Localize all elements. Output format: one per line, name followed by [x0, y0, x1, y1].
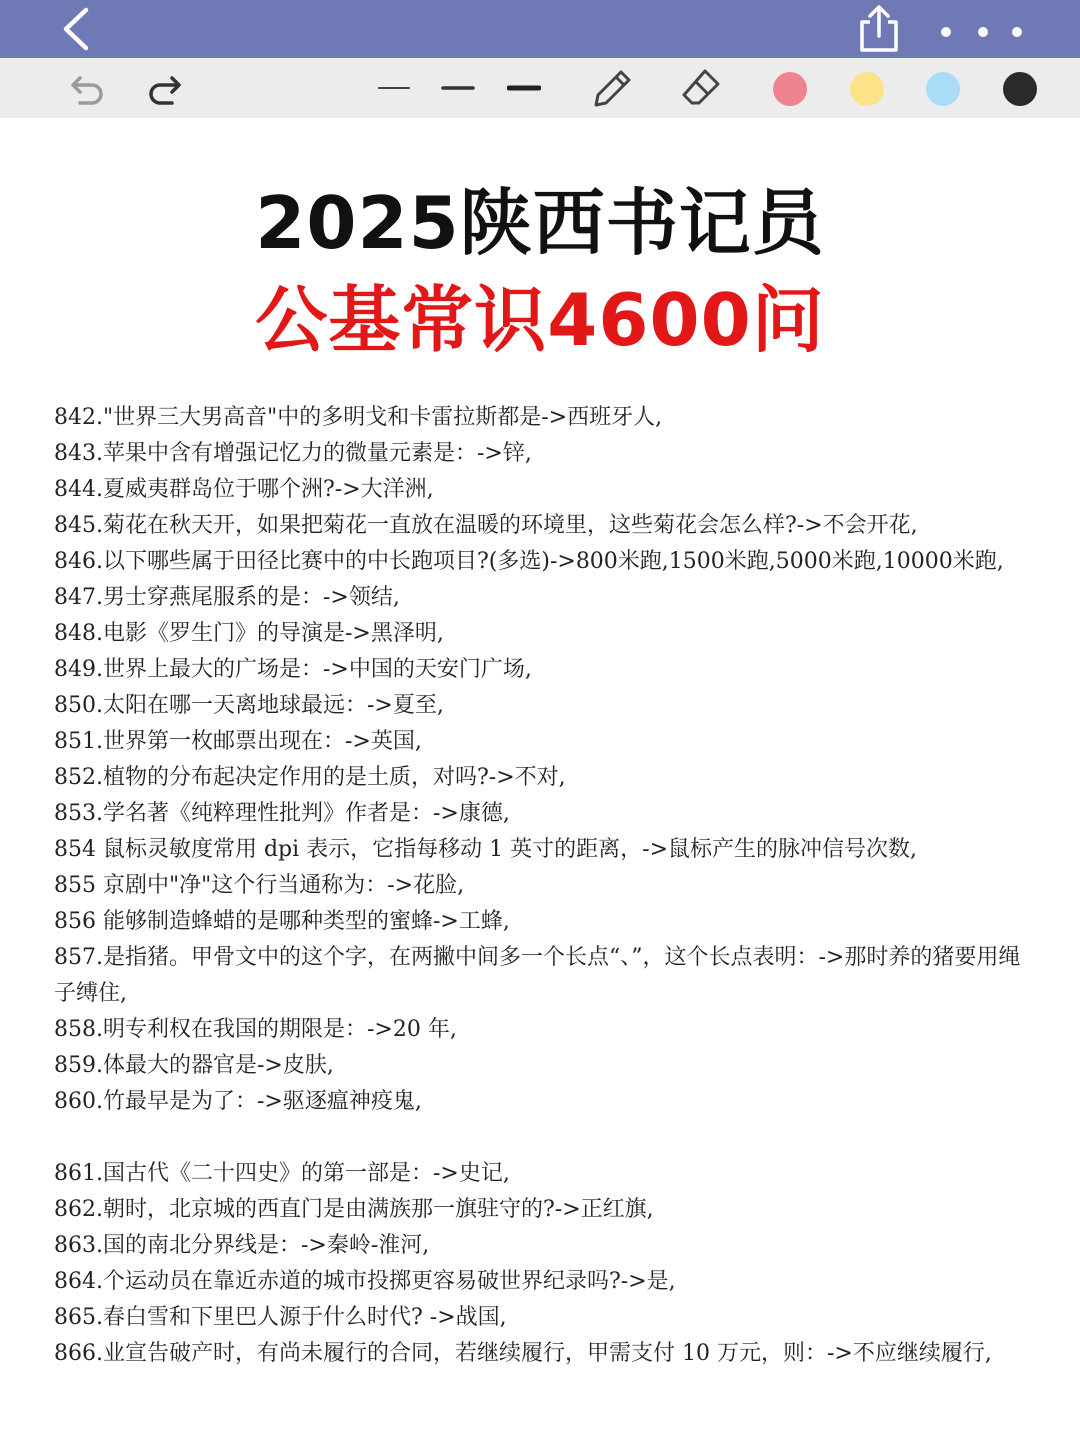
list-item: 861.国古代《二十四史》的第一部是：->史记, — [54, 1161, 510, 1186]
list-item: 849.世界上最大的广场是：->中国的天安门广场, — [54, 657, 532, 682]
list-item: 860.竹最早是为了：->驱逐瘟神疫鬼, — [54, 1089, 422, 1114]
back-button[interactable] — [56, 6, 100, 52]
list-item: 842."世界三大男高音"中的多明戈和卡雷拉斯都是->西班牙人, — [54, 405, 663, 430]
document-title: 2025陕西书记员 — [255, 181, 825, 265]
thin-line-button[interactable] — [374, 58, 414, 118]
list-item: 846.以下哪些属于田径比赛中的中长跑项目?(多选)->800米跑,1500米跑,5000米跑,10000米跑, — [54, 549, 1004, 574]
list-item: 857.是指猪。甲骨文中的这个字，在两撇中间多一个长点“、”，这个长点表明：->那时养的猪要用绳子缚住, — [54, 945, 1021, 1006]
list-item: 850.太阳在哪一天离地球最远：->夏至, — [54, 693, 444, 718]
more-button[interactable] — [936, 18, 1026, 46]
undo-icon — [68, 68, 108, 108]
list-item: 865.春白雪和下里巴人源于什么时代? ->战国, — [54, 1305, 507, 1330]
eraser-icon — [679, 66, 723, 110]
list-item: 858.明专利权在我国的期限是：->20 年, — [54, 1017, 457, 1042]
list-item: 853.学名著《纯粹理性批判》作者是：->康德, — [54, 801, 510, 826]
medium-line-button[interactable] — [438, 58, 478, 118]
document-subtitle: 公基常识4600问 — [255, 278, 825, 362]
thin-line-icon — [377, 83, 411, 93]
list-item: 843.苹果中含有增强记忆力的微量元素是：->锌, — [54, 441, 532, 466]
list-item: 863.国的南北分界线是：->秦岭-淮河, — [54, 1233, 430, 1258]
color-swatch-pink[interactable] — [773, 72, 807, 106]
list-item: 854 鼠标灵敏度常用 dpi 表示，它指每移动 1 英寸的距离，->鼠标产生的脉冲信号次数, — [54, 837, 918, 862]
color-swatch-black[interactable] — [1003, 72, 1037, 106]
color-swatch-yellow[interactable] — [850, 72, 884, 106]
share-button[interactable] — [856, 4, 902, 54]
list-item: 862.朝时，北京城的西直门是由满族那一旗驻守的?->正红旗, — [54, 1197, 654, 1222]
list-item: 859.体最大的器官是->皮肤, — [54, 1053, 334, 1078]
redo-icon — [144, 68, 184, 108]
qa-list — [54, 400, 1024, 1372]
color-swatch-blue[interactable] — [926, 72, 960, 106]
back-chevron-icon — [56, 6, 100, 52]
list-item: 851.世界第一枚邮票出现在：->英国, — [54, 729, 422, 754]
list-item: 844.夏威夷群岛位于哪个洲?->大洋洲, — [54, 477, 434, 502]
list-item: 866.业宣告破产时，有尚未履行的合同，若继续履行，甲需支付 10 万元，则：->不应继续履行, — [54, 1341, 992, 1366]
undo-button[interactable] — [66, 58, 110, 118]
thick-line-button[interactable] — [504, 58, 544, 118]
pencil-button[interactable] — [590, 58, 636, 118]
redo-button[interactable] — [142, 58, 186, 118]
annotation-toolbar — [0, 58, 1080, 118]
top-bar — [0, 0, 1080, 58]
list-item: 845.菊花在秋天开，如果把菊花一直放在温暖的环境里，这些菊花会怎么样?->不会开花, — [54, 513, 918, 538]
pencil-icon — [591, 66, 635, 110]
medium-line-icon — [441, 83, 475, 93]
list-item: 852.植物的分布起决定作用的是土质，对吗?->不对, — [54, 765, 566, 790]
more-icon — [936, 18, 1026, 46]
list-item: 856 能够制造蜂蜡的是哪种类型的蜜蜂->工蜂, — [54, 909, 510, 934]
list-item: 848.电影《罗生门》的导演是->黑泽明, — [54, 621, 444, 646]
list-item: 847.男士穿燕尾服系的是：->领结, — [54, 585, 400, 610]
share-icon — [856, 4, 902, 54]
list-item: 864.个运动员在靠近赤道的城市投掷更容易破世界纪录吗?->是, — [54, 1269, 676, 1294]
eraser-button[interactable] — [678, 58, 724, 118]
thick-line-icon — [507, 83, 541, 93]
list-item: 855 京剧中"净"这个行当通称为：->花脸, — [54, 873, 465, 898]
